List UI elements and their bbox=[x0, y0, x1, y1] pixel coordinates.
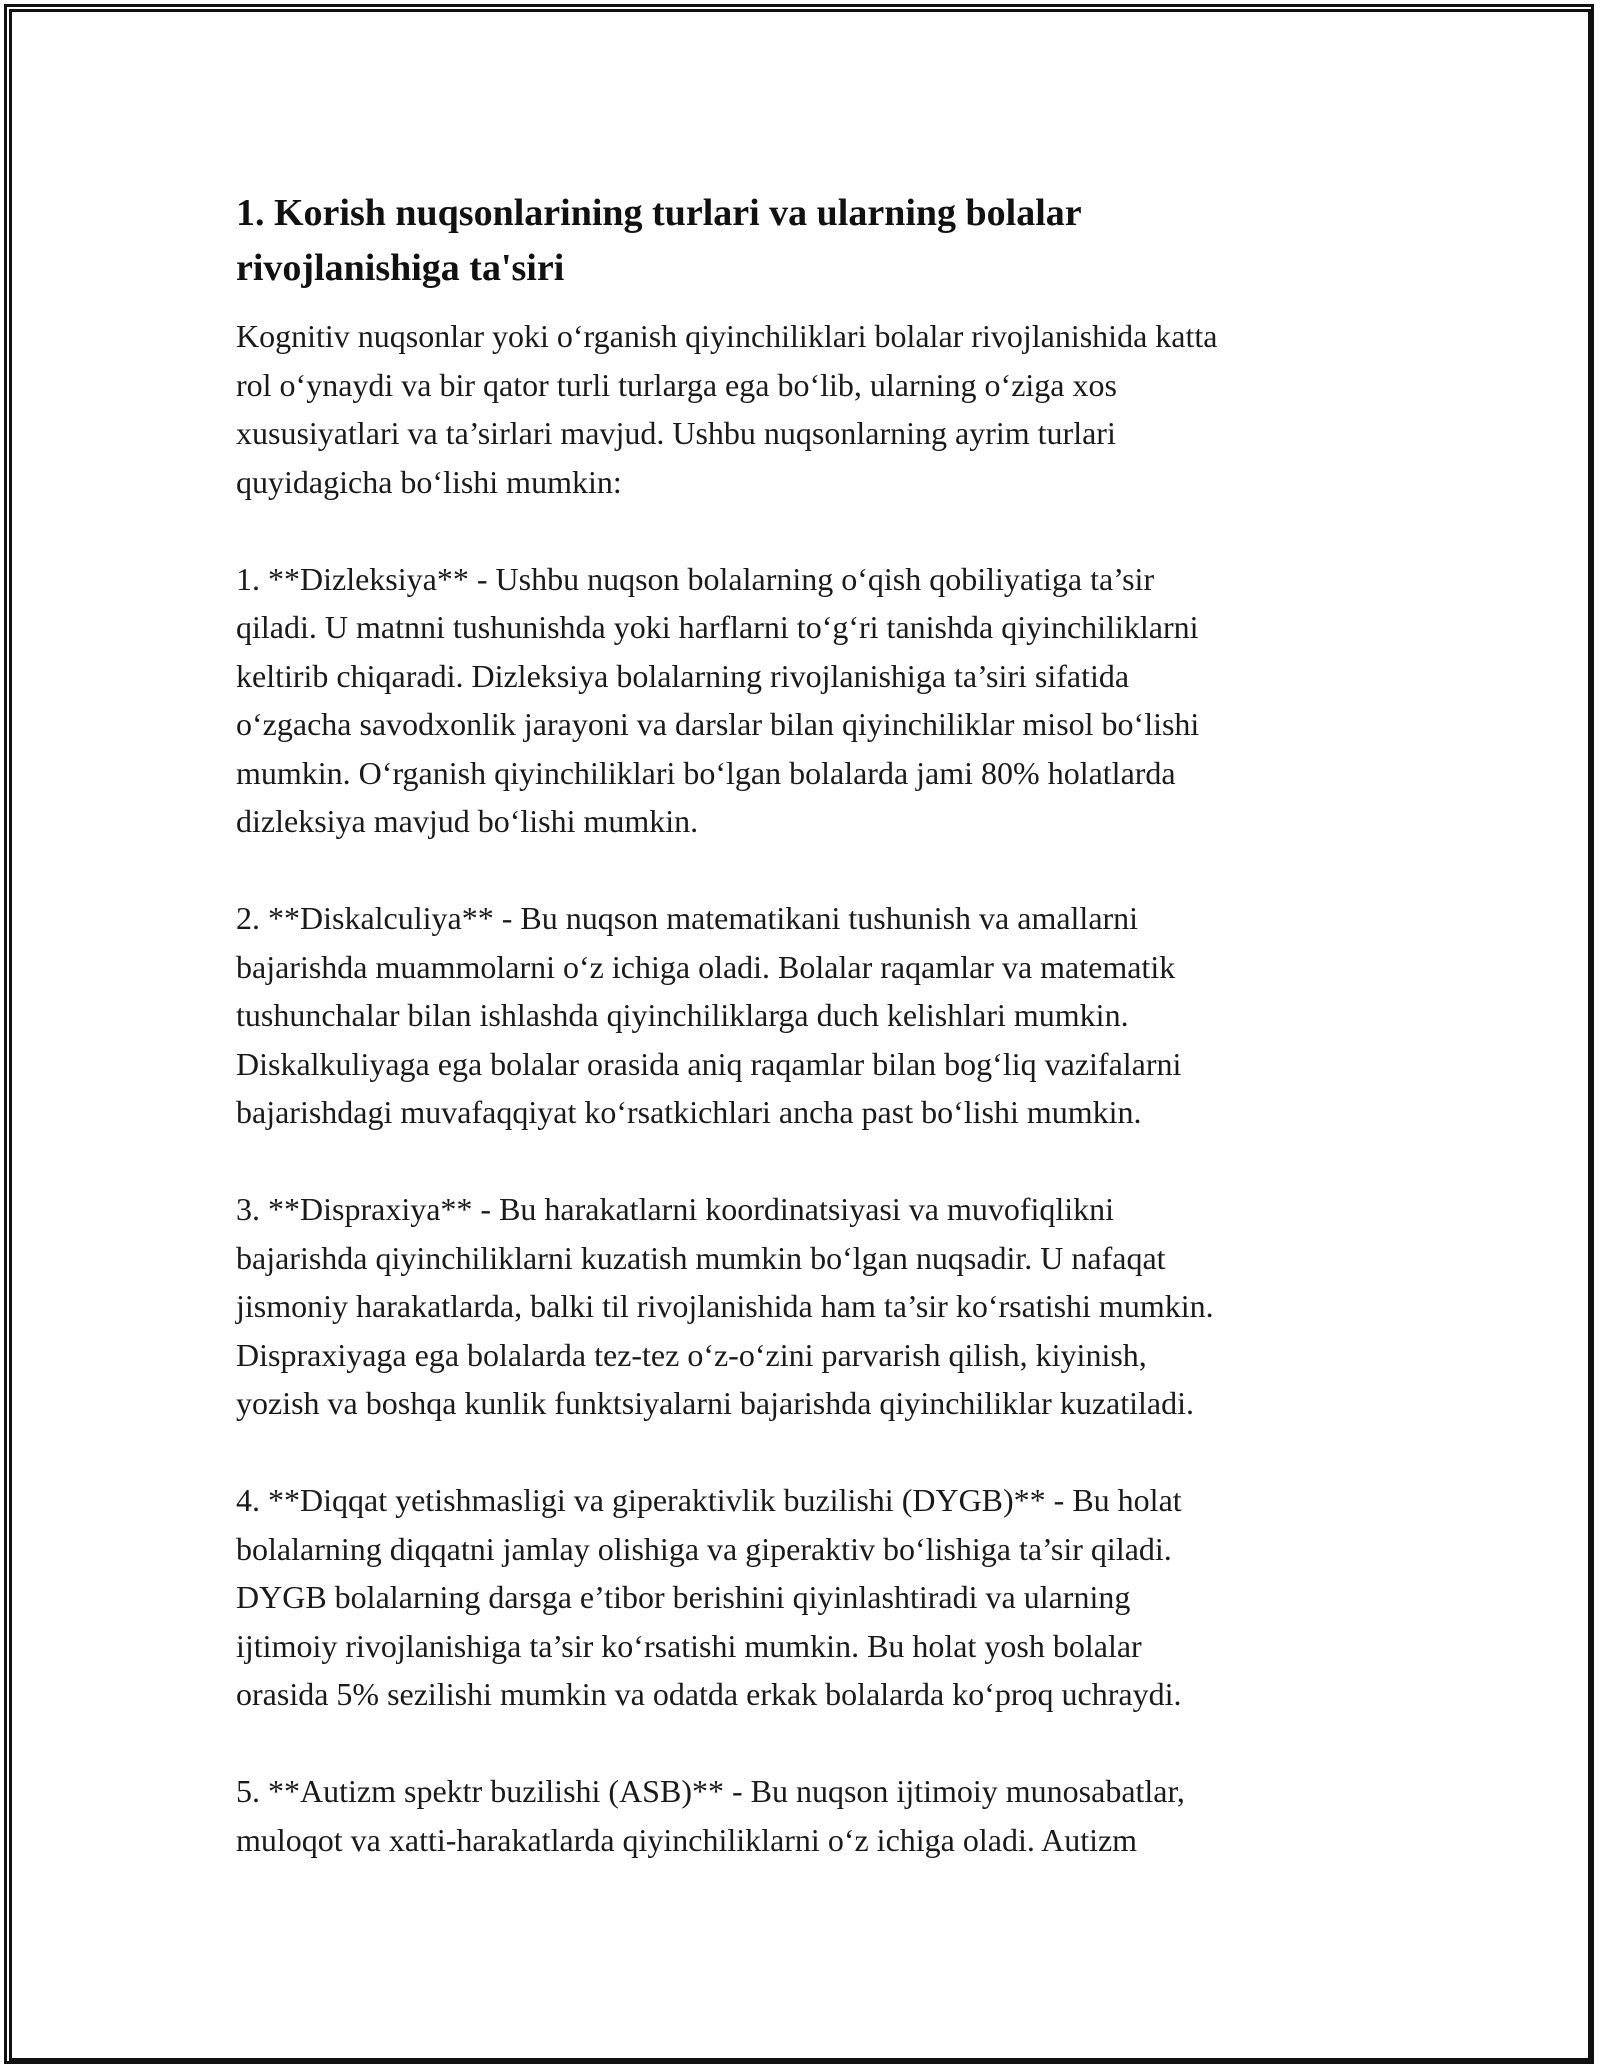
section-line: 5. **Autizm spektr buzilishi (ASB)** - Bu nuqson ijtimoiy munosabatlar, bbox=[236, 1773, 1185, 1809]
document-body bbox=[236, 186, 1366, 1864]
section-dyscalculia bbox=[236, 894, 1366, 1137]
section-line: 2. **Diskalculiya** - Bu nuqson matematikani tushunish va amallarni bbox=[236, 900, 1139, 936]
section-line: qiladi. U matnni tushunishda yoki harflarni to‘g‘ri tanishda qiyinchiliklarni bbox=[236, 609, 1199, 645]
section-line: tushunchalar bilan ishlashda qiyinchiliklarga duch kelishlari mumkin. bbox=[236, 997, 1129, 1033]
section-line: mumkin. O‘rganish qiyinchiliklari bo‘lgan bolalarda jami 80% holatlarda bbox=[236, 754, 1176, 791]
section-line: bajarishdagi muvafaqqiyat ko‘rsatkichlari ancha past bo‘lishi mumkin. bbox=[236, 1094, 1142, 1130]
section-line: Diskalkuliyaga ega bolalar orasida aniq raqamlar bilan bog‘liq vazifalarni bbox=[236, 1045, 1182, 1082]
section-dyspraxia bbox=[236, 1185, 1366, 1428]
section-line: o‘zgacha savodxonlik jarayoni va darslar bilan qiyinchiliklar misol bo‘lishi bbox=[236, 706, 1200, 742]
section-line: dizleksiya mavjud bo‘lishi mumkin. bbox=[236, 803, 699, 839]
section-line: 1. **Dizleksiya** - Ushbu nuqson bolalarning o‘qish qobiliyatiga ta’sir bbox=[236, 560, 1155, 597]
section-autism bbox=[236, 1767, 1366, 1864]
section-line: muloqot va xatti-harakatlarda qiyinchiliklarni o‘z ichiga oladi. Autizm bbox=[236, 1821, 1138, 1858]
section-line: bajarishda muammolarni o‘z ichiga oladi. Bolalar raqamlar va matematik bbox=[236, 948, 1176, 985]
section-dyslexia bbox=[236, 555, 1366, 846]
document-title bbox=[236, 186, 1366, 296]
title-line-1: 1. Korish nuqsonlarining turlari va ularning bolalar bbox=[236, 192, 1082, 234]
section-line: ijtimoiy rivojlanishiga ta’sir ko‘rsatishi mumkin. Bu holat yosh bolalar bbox=[236, 1627, 1142, 1664]
section-line: 4. **Diqqat yetishmasligi va giperaktivlik buzilishi (DYGB)** - Bu holat bbox=[236, 1482, 1182, 1518]
section-line: bajarishda qiyinchiliklarni kuzatish mumkin bo‘lgan nuqsadir. U nafaqat bbox=[236, 1239, 1166, 1276]
section-line: 3. **Dispraxiya** - Bu harakatlarni koordinatsiyasi va muvofiqlikni bbox=[236, 1191, 1115, 1227]
section-line: yozish va boshqa kunlik funktsiyalarni bajarishda qiyinchiliklar kuzatiladi. bbox=[236, 1385, 1194, 1421]
section-line: jismoniy harakatlarda, balki til rivojlanishida ham ta’sir ko‘rsatishi mumkin. bbox=[236, 1288, 1214, 1324]
section-line: DYGB bolalarning darsga e’tibor berishini qiyinlashtiradi va ularning bbox=[236, 1579, 1131, 1615]
section-line: orasida 5% sezilishi mumkin va odatda erkak bolalarda ko‘proq uchraydi. bbox=[236, 1676, 1182, 1712]
section-adhd bbox=[236, 1476, 1366, 1719]
section-line: Dispraxiyaga ega bolalarda tez-tez o‘z-o‘zini parvarish qilish, kiyinish, bbox=[236, 1336, 1147, 1373]
section-line: bolalarning diqqatni jamlay olishiga va giperaktiv bo‘lishiga ta’sir qiladi. bbox=[236, 1530, 1172, 1567]
intro-paragraph: Kognitiv nuqsonlar yoki o‘rganish qiyinchiliklari bolalar rivojlanishida katta rol o‘ynaydi va bir qator turli turlarga ega bo‘lib, ularning o‘ziga xos xususiyatlari va ta’sirlari mavjud. Ushbu nuqsonlarning ayrim turlari quyidagicha bo‘lishi mumkin: bbox=[236, 318, 1218, 500]
section-line: keltirib chiqaradi. Dizleksiya bolalarning rivojlanishiga ta’siri sifatida bbox=[236, 657, 1130, 694]
title-line-2: rivojlanishiga ta'siri bbox=[236, 247, 565, 289]
